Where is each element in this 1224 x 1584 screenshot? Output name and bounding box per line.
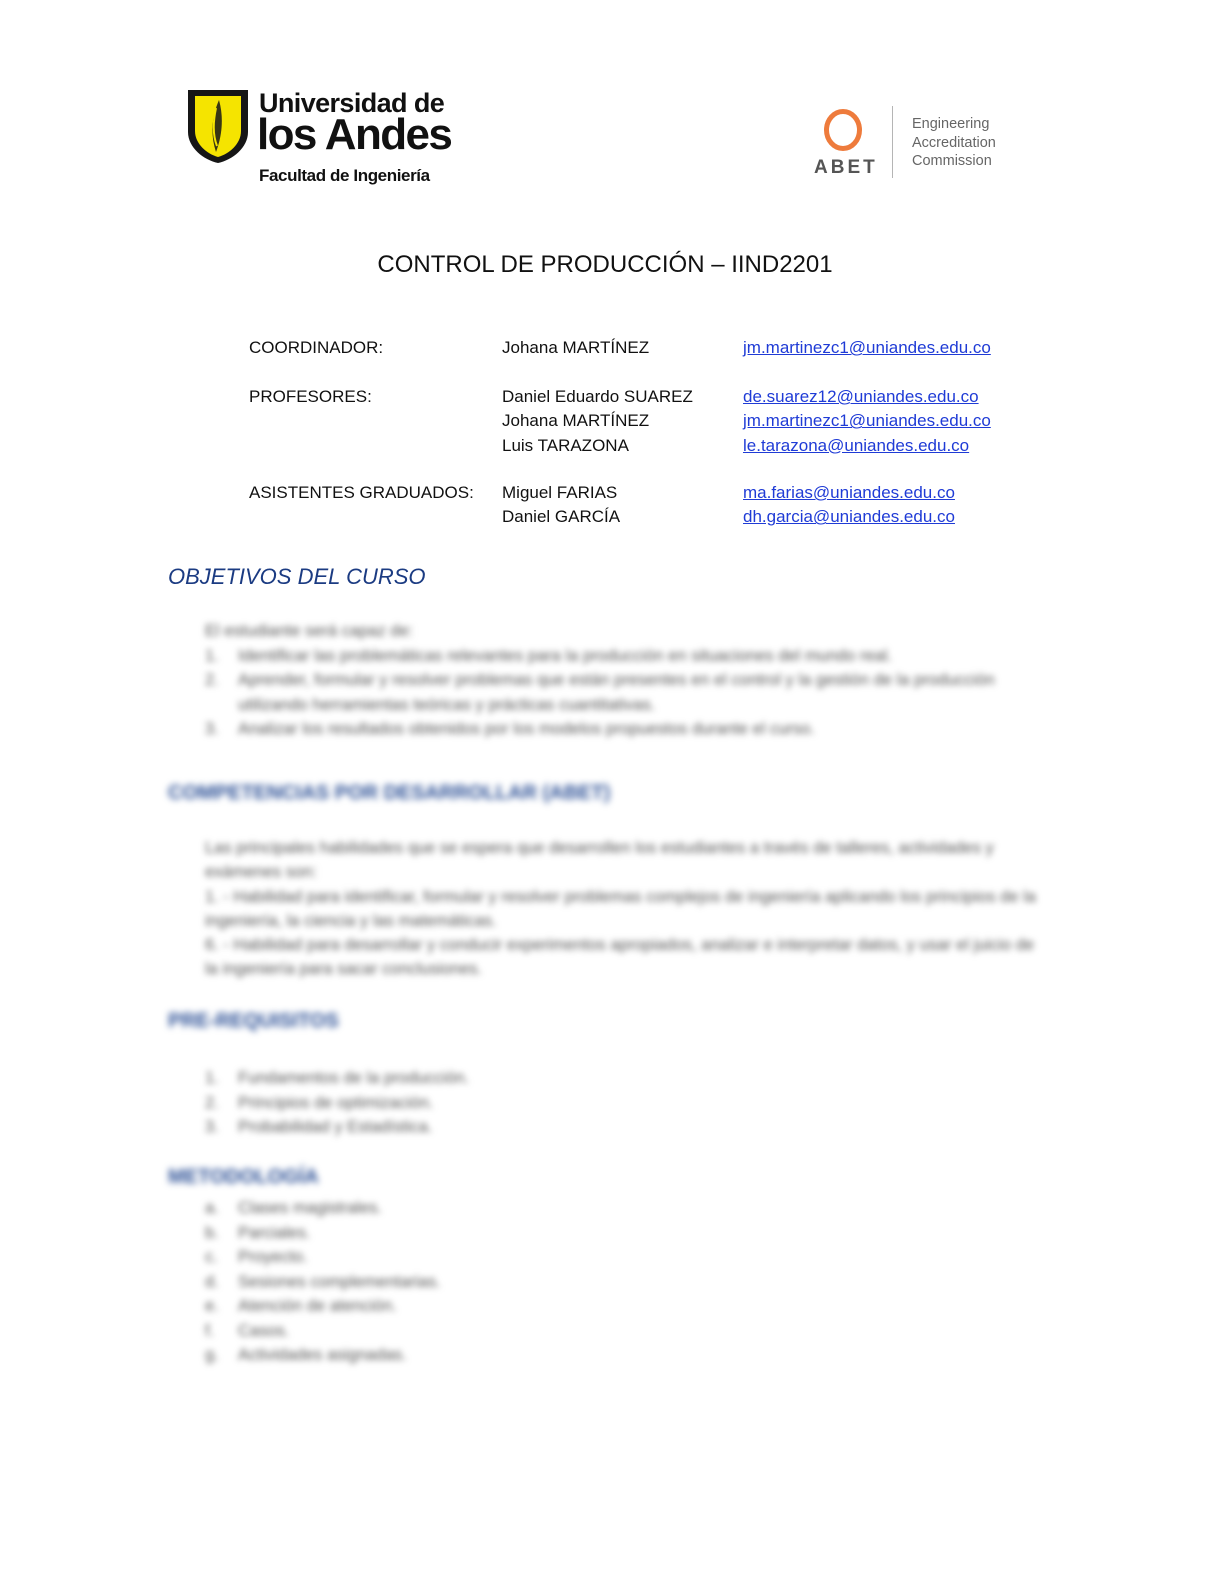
staff-name: Daniel GARCÍA xyxy=(502,507,621,527)
staff-names xyxy=(502,336,649,360)
objetivos-intro: El estudiante será capaz de: xyxy=(205,622,414,640)
list-item-letter: c. xyxy=(205,1248,218,1266)
logo-text-line3: Facultad de Ingeniería xyxy=(259,166,430,185)
list-item-text: Actividades asignadas. xyxy=(238,1346,407,1364)
list-item-letter: d. xyxy=(205,1272,219,1291)
abet-subtitle xyxy=(912,115,996,171)
list-item-text: Analizar los resultados obtenidos por los modelos propuestos durante el curso. xyxy=(238,720,815,738)
list-item-letter: b. xyxy=(205,1223,219,1242)
list-item xyxy=(205,1245,441,1270)
staff-name: Johana MARTÍNEZ xyxy=(502,338,650,357)
list-item-letter: g. xyxy=(205,1346,219,1364)
list-item-letter: f. xyxy=(205,1321,215,1340)
list-item-text: Parciales. xyxy=(238,1223,311,1242)
list-item xyxy=(205,1221,441,1246)
competencias-paragraph: Las principales habilidades que se espera que desarrollen los estudiantes a través de talleres, actividades y exámenes son: xyxy=(205,839,994,882)
list-item xyxy=(205,1196,441,1221)
abet-subtitle-line: Engineering xyxy=(912,116,990,132)
list-item xyxy=(205,717,1047,742)
abet-logo xyxy=(810,104,1030,180)
list-item-text: Atención de atención. xyxy=(238,1297,397,1315)
prerrequisitos-body xyxy=(205,1066,469,1140)
logo-divider xyxy=(892,106,893,178)
staff-name: Daniel Eduardo SUAREZ xyxy=(502,387,693,406)
abet-ring-icon xyxy=(823,108,863,152)
objetivos-body xyxy=(205,619,1047,742)
list-item-text: Casos. xyxy=(238,1321,290,1340)
list-item-number: 3. xyxy=(205,1118,219,1136)
list-item xyxy=(205,668,1047,717)
list-item xyxy=(205,644,1047,669)
staff-emails xyxy=(743,385,991,458)
list-item-letter: a. xyxy=(205,1199,219,1217)
abet-subtitle-line: Accreditation xyxy=(912,134,996,151)
list-item xyxy=(205,1294,441,1319)
list-item-text: Identificar las problemáticas relevantes para la producción en situaciones del mundo real. xyxy=(238,646,892,665)
list-item-number: 2. xyxy=(205,671,219,689)
list-item xyxy=(205,1319,441,1344)
metodologia-body xyxy=(205,1196,441,1368)
list-item-text: Sesiones complementarias. xyxy=(238,1272,441,1291)
list-item xyxy=(205,1270,441,1295)
email-link[interactable]: ma.farias@uniandes.edu.co xyxy=(743,483,955,502)
list-item-number: 1. xyxy=(205,646,219,665)
list-item-number: 2. xyxy=(205,1093,219,1112)
staff-name: Miguel FARIAS xyxy=(502,483,618,502)
staff-emails xyxy=(743,336,991,360)
shield-icon xyxy=(186,88,250,164)
section-heading-competencias: COMPETENCIAS POR DESARROLLAR (ABET) xyxy=(168,782,611,804)
list-item-text: Principios de optimización. xyxy=(238,1093,434,1112)
abet-wordmark: ABET xyxy=(814,157,878,178)
email-link[interactable]: dh.garcia@uniandes.edu.co xyxy=(743,507,955,527)
staff-name: Johana MARTÍNEZ xyxy=(502,411,650,431)
list-item-text: Aprender, formular y resolver problemas que están presentes en el control y la gestión de la producción utilizando herramientas teóricas y prácticas cuantitativas. xyxy=(238,671,995,714)
list-item-text: Clases magistrales. xyxy=(238,1199,382,1217)
staff-name: Luis TARAZONA xyxy=(502,435,629,455)
list-item-letter: e. xyxy=(205,1297,219,1315)
email-link[interactable]: jm.martinezc1@uniandes.edu.co xyxy=(743,411,991,431)
list-item-number: 1. xyxy=(205,1069,219,1087)
list-item xyxy=(205,1343,441,1368)
list-item xyxy=(205,1066,469,1091)
abet-subtitle-line: Commission xyxy=(912,153,992,169)
list-item-text: Proyecto. xyxy=(238,1248,308,1266)
staff-role-label: ASISTENTES GRADUADOS: xyxy=(249,483,474,502)
competencias-body xyxy=(205,836,1047,982)
list-item-text: Probabilidad y Estadística. xyxy=(238,1118,433,1136)
section-heading-prerrequisitos: PRE-REQUISITOS xyxy=(168,1010,339,1032)
email-link[interactable]: le.tarazona@uniandes.edu.co xyxy=(743,435,970,455)
staff-emails xyxy=(743,481,955,530)
email-link[interactable]: de.suarez12@uniandes.edu.co xyxy=(743,387,979,406)
email-link[interactable]: jm.martinezc1@uniandes.edu.co xyxy=(743,338,991,357)
staff-role-label: PROFESORES: xyxy=(249,387,372,406)
staff-names xyxy=(502,385,693,458)
section-heading-objetivos: OBJETIVOS DEL CURSO xyxy=(168,564,426,589)
section-heading-metodologia: METODOLOGÍA xyxy=(168,1166,319,1188)
logo-text-line1: Universidad de xyxy=(259,88,445,118)
staff-role-label: COORDINADOR: xyxy=(249,338,384,357)
list-item-number: 3. xyxy=(205,720,219,738)
universidad-de-los-andes-logo xyxy=(186,88,452,190)
list-item-text: Fundamentos de la producción. xyxy=(238,1069,470,1087)
competencias-paragraph: 6. - Habilidad para desarrollar y conducir experimentos apropiados, analizar e interpretar datos, y usar el juicio de la ingeniería para sacar conclusiones. xyxy=(205,936,1035,979)
document-title: CONTROL DE PRODUCCIÓN – IIND2201 xyxy=(377,251,833,278)
competencias-paragraph: 1. - Habilidad para identificar, formular y resolver problemas complejos de ingeniería aplicando los principios de la ingeniería, la ciencia y las matemáticas. xyxy=(205,887,1036,930)
list-item xyxy=(205,1091,469,1116)
list-item xyxy=(205,1115,469,1140)
logo-text-line2: los Andes xyxy=(257,110,452,159)
staff-names xyxy=(502,481,620,530)
